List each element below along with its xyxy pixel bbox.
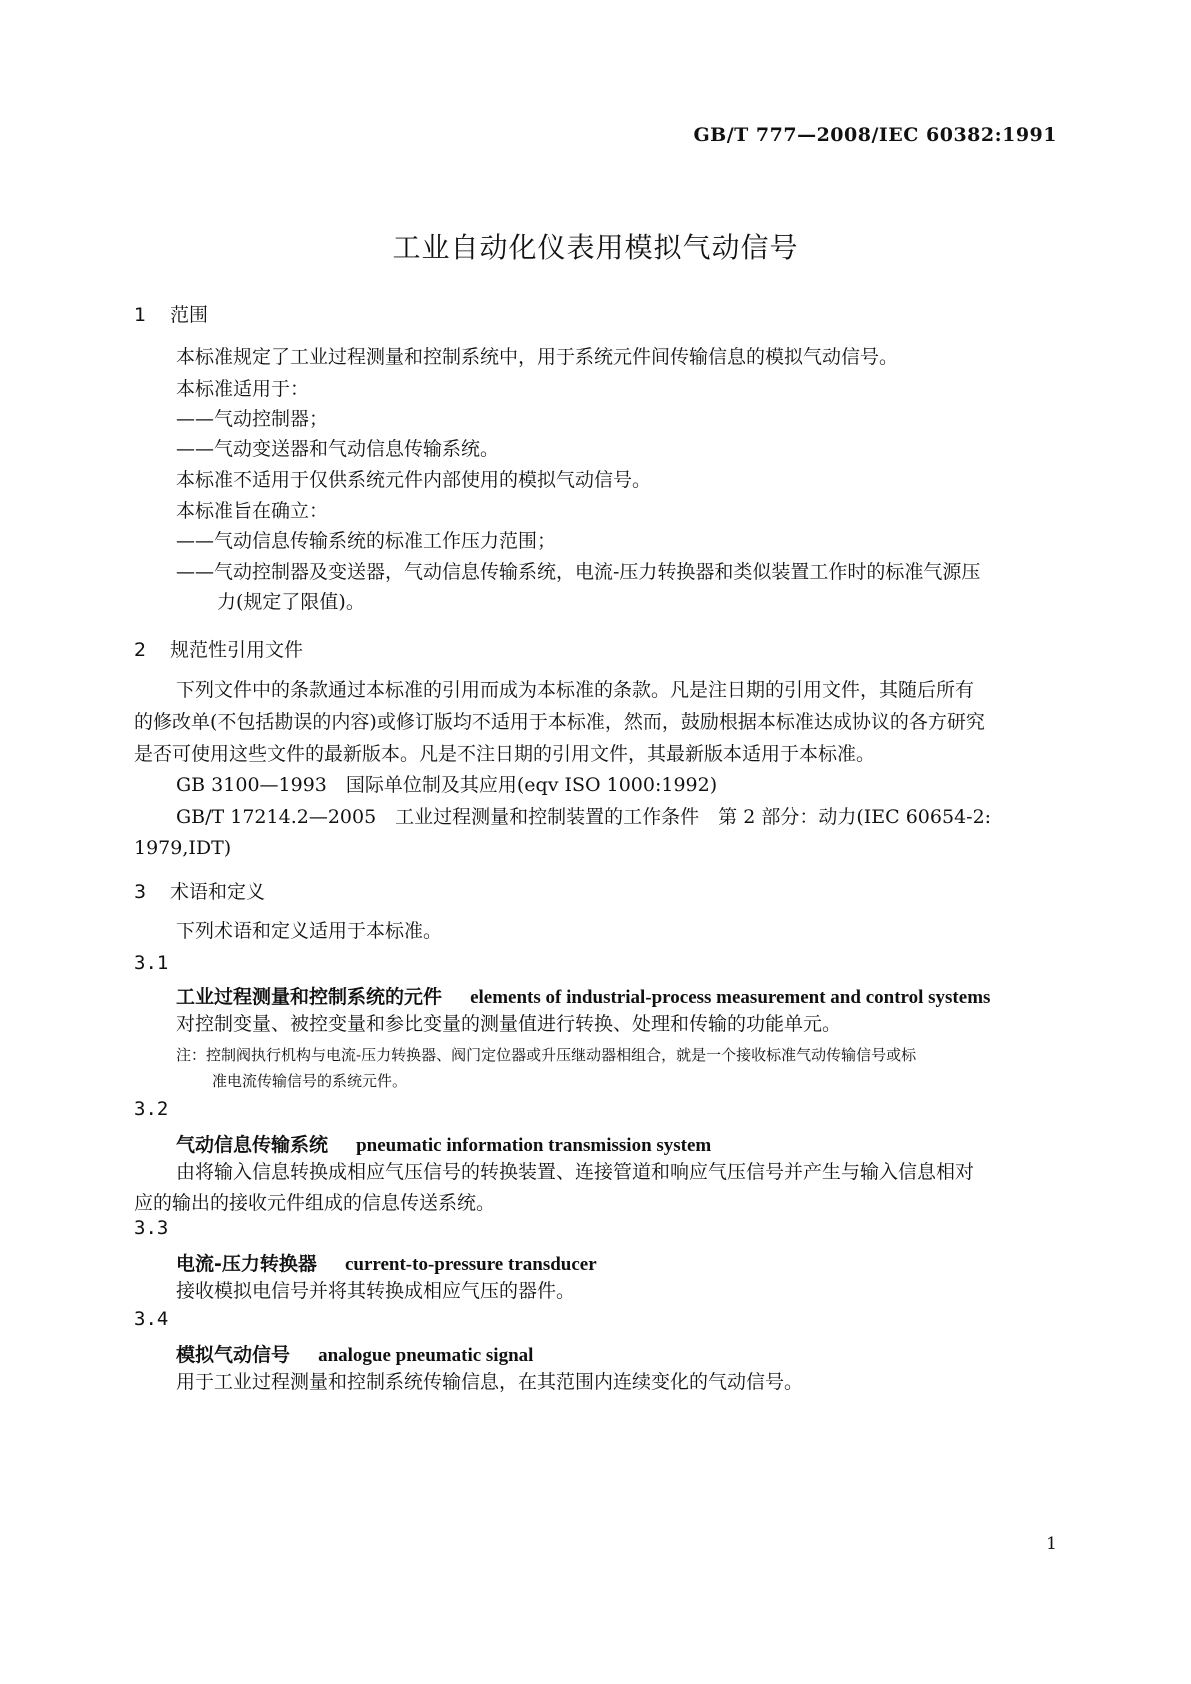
section-number: 2 bbox=[134, 639, 147, 661]
section-title: 术语和定义 bbox=[170, 881, 266, 903]
section-number: 1 bbox=[134, 304, 147, 326]
document-code: GB/T 777—2008/IEC 60382:1991 bbox=[693, 124, 1057, 146]
term-heading bbox=[176, 1249, 597, 1276]
term-heading bbox=[176, 982, 990, 1009]
term-note-continuation: 准电流传输信号的系统元件。 bbox=[212, 1072, 408, 1090]
term-number: 3.3 bbox=[134, 1217, 169, 1239]
paragraph: 本标准旨在确立： bbox=[176, 500, 329, 522]
term-note: 注：控制阀执行机构与电流-压力转换器、阀门定位器或升压继动器相组合，就是一个接收标准气动传输信号或标 bbox=[176, 1046, 917, 1064]
paragraph: 下列文件中的条款通过本标准的引用而成为本标准的条款。凡是注日期的引用文件，其随后所有 bbox=[176, 679, 975, 701]
term-definition-continuation: 应的输出的接收元件组成的信息传送系统。 bbox=[134, 1192, 496, 1214]
term-definition: 用于工业过程测量和控制系统传输信息，在其范围内连续变化的气动信号。 bbox=[176, 1371, 804, 1393]
paragraph: 下列术语和定义适用于本标准。 bbox=[176, 920, 443, 942]
section-1-heading bbox=[134, 300, 208, 327]
term-number: 3.2 bbox=[134, 1098, 169, 1120]
section-title: 范围 bbox=[170, 304, 209, 326]
term-english: elements of industrial-process measurement and control systems bbox=[470, 987, 991, 1008]
section-number: 3 bbox=[134, 881, 147, 903]
term-chinese: 气动信息传输系统 bbox=[176, 1134, 329, 1156]
term-chinese: 工业过程测量和控制系统的元件 bbox=[176, 986, 443, 1008]
paragraph: 的修改单(不包括勘误的内容)或修订版均不适用于本标准，然而，鼓励根据本标准达成协议的各方研究 bbox=[134, 711, 985, 733]
paragraph: 本标准规定了工业过程测量和控制系统中，用于系统元件间传输信息的模拟气动信号。 bbox=[176, 346, 899, 368]
list-item-continuation: 力(规定了限值)。 bbox=[217, 591, 365, 613]
term-definition: 接收模拟电信号并将其转换成相应气压的器件。 bbox=[176, 1280, 576, 1302]
term-heading bbox=[176, 1340, 533, 1367]
reference-entry: GB 3100—1993 国际单位制及其应用(eqv ISO 1000:1992) bbox=[176, 774, 718, 796]
term-number: 3.4 bbox=[134, 1308, 169, 1330]
paragraph: 本标准适用于： bbox=[176, 378, 310, 400]
reference-entry: GB/T 17214.2—2005 工业过程测量和控制装置的工作条件 第 2 部分：动力(IEC 60654-2: bbox=[176, 806, 992, 828]
section-2-heading bbox=[134, 635, 303, 662]
list-item: ——气动变送器和气动信息传输系统。 bbox=[176, 438, 500, 460]
list-item: ——气动控制器及变送器，气动信息传输系统，电流-压力转换器和类似装置工作时的标准气源压 bbox=[176, 561, 981, 583]
term-english: analogue pneumatic signal bbox=[318, 1345, 534, 1366]
term-english: current-to-pressure transducer bbox=[344, 1254, 597, 1275]
term-definition: 由将输入信息转换成相应气压信号的转换装置、连接管道和响应气压信号并产生与输入信息相对 bbox=[176, 1161, 975, 1183]
paragraph: 是否可使用这些文件的最新版本。凡是不注日期的引用文件，其最新版本适用于本标准。 bbox=[134, 743, 876, 765]
document-title: 工业自动化仪表用模拟气动信号 bbox=[392, 231, 799, 264]
section-3-heading bbox=[134, 877, 265, 904]
term-heading bbox=[176, 1130, 711, 1157]
list-item: ——气动信息传输系统的标准工作压力范围； bbox=[176, 530, 557, 552]
reference-entry-continuation: 1979,IDT) bbox=[134, 837, 232, 859]
section-title: 规范性引用文件 bbox=[170, 639, 304, 661]
paragraph: 本标准不适用于仅供系统元件内部使用的模拟气动信号。 bbox=[176, 469, 652, 491]
list-item: ——气动控制器； bbox=[176, 408, 329, 430]
term-english: pneumatic information transmission system bbox=[356, 1135, 712, 1156]
term-definition: 对控制变量、被控变量和参比变量的测量值进行转换、处理和传输的功能单元。 bbox=[176, 1013, 842, 1035]
term-chinese: 电流-压力转换器 bbox=[176, 1253, 317, 1275]
term-chinese: 模拟气动信号 bbox=[176, 1344, 291, 1366]
page-number: 1 bbox=[1046, 1534, 1057, 1554]
term-number: 3.1 bbox=[134, 952, 169, 974]
